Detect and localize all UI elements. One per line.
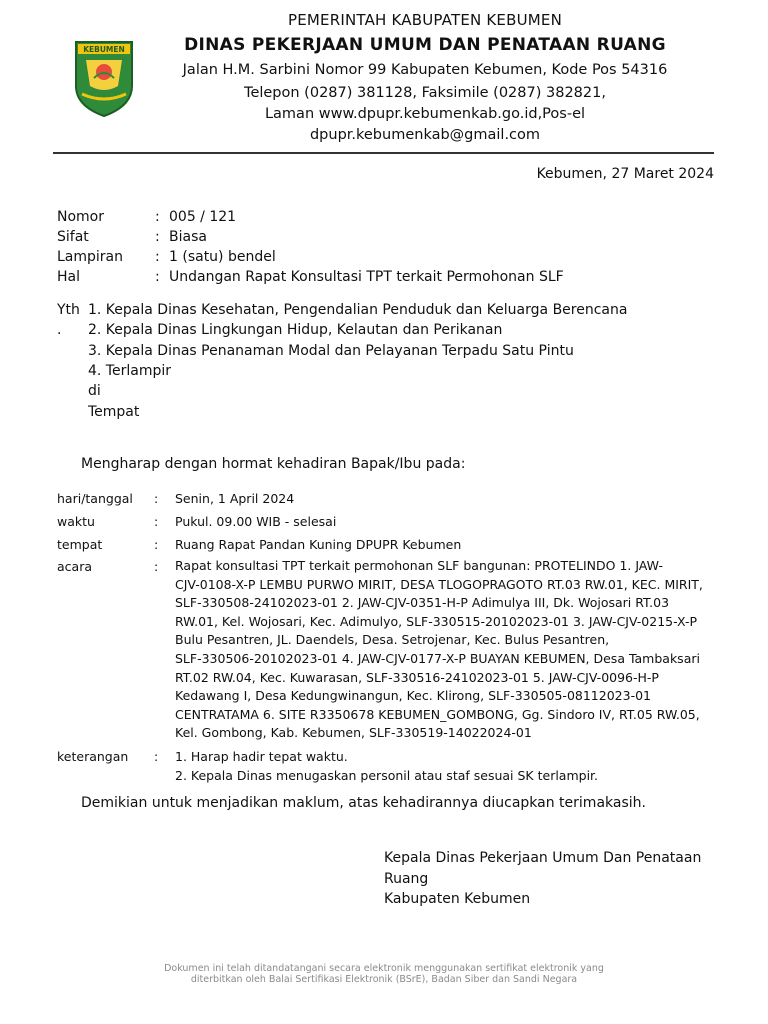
detail-colon: : xyxy=(154,537,159,552)
detail-key-keterangan: keterangan xyxy=(57,749,129,764)
recipient-tempat: Tempat xyxy=(88,404,140,420)
detail-value-keterangan-1: 1. Harap hadir tepat waktu. xyxy=(175,749,348,764)
detail-colon: : xyxy=(154,749,159,764)
acara-line: RW.01, Kel. Wojosari, Kec. Adimulyo, SLF-330515-20102023-01 3. JAW-CJV-0215-X-P xyxy=(175,613,697,629)
detail-colon: : xyxy=(154,491,159,506)
detail-value-waktu: Pukul. 09.00 WIB - selesai xyxy=(175,514,337,529)
meta-colon: : xyxy=(155,229,160,245)
letter-date: Kebumen, 27 Maret 2024 xyxy=(536,166,714,182)
closing-sentence: Demikian untuk menjadikan maklum, atas kehadirannya diucapkan terimakasih. xyxy=(81,795,646,811)
recipient-di: di xyxy=(88,383,101,399)
kop-phone: Telepon (0287) 381128, Faksimile (0287) 382821, xyxy=(244,85,606,101)
acara-line: Bulu Pesantren, JL. Daendels, Desa. Setrojenar, Kec. Bulus Pesantren, xyxy=(175,632,610,648)
kebumen-emblem-logo xyxy=(72,38,136,118)
kop-email: dpupr.kebumenkab@gmail.com xyxy=(309,127,541,143)
meta-key: Lampiran xyxy=(57,249,124,265)
meta-colon: : xyxy=(155,249,160,265)
acara-line: CJV-0108-X-P LEMBU PURWO MIRIT, DESA TLOGOPRAGOTO RT.03 RW.01, KEC. MIRIT, xyxy=(175,576,703,592)
detail-key-acara: acara xyxy=(57,559,92,574)
kop-website: Laman www.dpupr.kebumenkab.go.id,Pos-el xyxy=(264,106,586,122)
detail-key-waktu: waktu xyxy=(57,514,95,529)
opening-sentence: Mengharap dengan hormat kehadiran Bapak/Ibu pada: xyxy=(81,456,466,472)
footer-line: diterbitkan oleh Balai Sertifikasi Elektronik (BSrE), Badan Siber dan Sandi Negara xyxy=(190,974,578,985)
recipient-item: 2. Kepala Dinas Lingkungan Hidup, Kelautan dan Perikanan xyxy=(88,322,503,338)
meta-colon: : xyxy=(155,209,160,225)
esign-footer xyxy=(100,963,668,985)
detail-value-tempat: Ruang Rapat Pandan Kuning DPUPR Kebumen xyxy=(175,537,462,552)
recipient-item: 1. Kepala Dinas Kesehatan, Pengendalian Penduduk dan Keluarga Berencana xyxy=(88,302,628,318)
acara-line: CENTRATAMA 6. SITE R3350678 KEBUMEN_GOMBONG, Gg. Sindoro IV, RT.05 RW.05, xyxy=(175,706,700,722)
detail-value-acara xyxy=(175,557,715,743)
acara-line: Kedawang I, Desa Kedungwinangun, Kec. Klirong, SLF-330505-08112023-01 xyxy=(175,688,651,704)
kop-government: PEMERINTAH KABUPATEN KEBUMEN xyxy=(287,11,563,29)
detail-colon: : xyxy=(154,514,159,529)
meta-key: Nomor xyxy=(57,209,104,225)
acara-line: Rapat konsultasi TPT terkait permohonan SLF bangunan: PROTELINDO 1. JAW- xyxy=(175,558,664,573)
meta-colon: : xyxy=(155,269,160,285)
footer-line: Dokumen ini telah ditandatangani secara elektronik menggunakan sertifikat elektronik yang xyxy=(164,963,604,974)
signature-title-line: Kepala Dinas Pekerjaan Umum Dan Penataan xyxy=(384,850,702,866)
header-divider xyxy=(53,152,714,154)
acara-line: RT.02 RW.04, Kec. Kuwarasan, SLF-330516-24102023-01 5. JAW-CJV-0096-H-P xyxy=(175,669,659,685)
acara-line: SLF-330508-24102023-01 2. JAW-CJV-0351-H-P Adimulya III, Dk. Wojosari RT.03 xyxy=(175,595,670,611)
signature-title-line: Kabupaten Kebumen xyxy=(384,891,531,907)
recipient-item: 3. Kepala Dinas Penanaman Modal dan Pelayanan Terpadu Satu Pintu xyxy=(88,343,574,359)
meta-value: Undangan Rapat Konsultasi TPT terkait Permohonan SLF xyxy=(169,269,564,285)
kop-address: Jalan H.M. Sarbini Nomor 99 Kabupaten Kebumen, Kode Pos 54316 xyxy=(182,62,668,78)
signature-block xyxy=(384,848,704,910)
yth-label: Yth xyxy=(57,302,80,318)
svg-text:KEBUMEN: KEBUMEN xyxy=(83,45,125,54)
meta-value: Biasa xyxy=(169,229,207,245)
detail-value-keterangan-2: 2. Kepala Dinas menugaskan personil atau staf sesuai SK terlampir. xyxy=(175,768,599,783)
detail-colon: : xyxy=(154,559,159,574)
recipient-item: 4. Terlampir xyxy=(88,363,171,379)
meta-key: Hal xyxy=(57,269,80,285)
meta-value: 005 / 121 xyxy=(169,209,237,225)
acara-line: Kel. Gombong, Kab. Kebumen, SLF-330519-14022024-01 xyxy=(175,725,532,741)
kop-department: DINAS PEKERJAAN UMUM DAN PENATAAN RUANG xyxy=(184,35,666,55)
meta-value: 1 (satu) bendel xyxy=(169,249,276,265)
acara-line: SLF-330506-20102023-01 4. JAW-CJV-0177-X-P BUAYAN KEBUMEN, Desa Tambaksari xyxy=(175,650,700,666)
detail-key-hari: hari/tanggal xyxy=(57,491,133,506)
yth-dot: . xyxy=(57,322,62,338)
meta-key: Sifat xyxy=(57,229,89,245)
detail-value-hari: Senin, 1 April 2024 xyxy=(175,491,295,506)
signature-title-line: Ruang xyxy=(384,870,429,887)
detail-key-tempat: tempat xyxy=(57,537,103,552)
